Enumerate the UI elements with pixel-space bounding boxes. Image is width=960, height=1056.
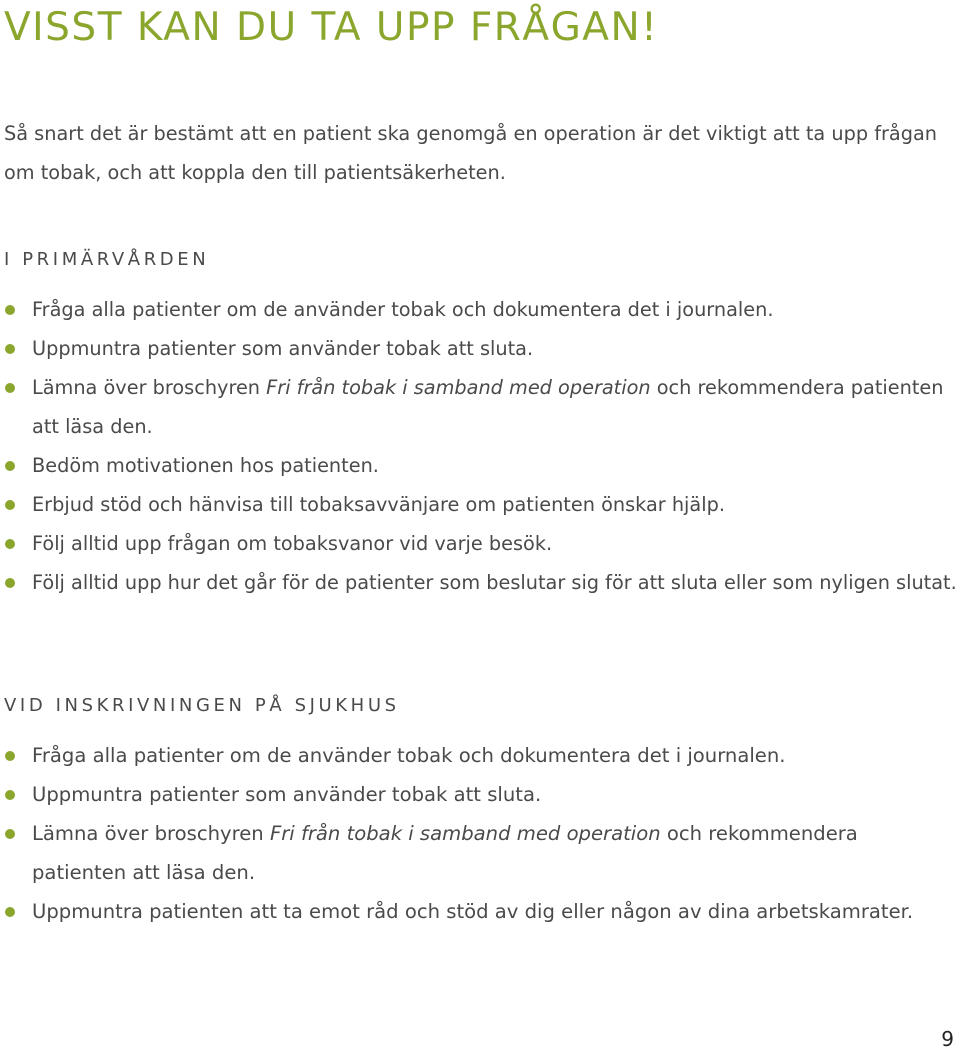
bullet-dot-icon [5, 829, 15, 839]
list-item [0, 329, 958, 368]
list-item-text: Följ alltid upp hur det går för de patienter som beslutar sig för att sluta eller som nyligen slutat. [32, 571, 957, 594]
bullet-dot-icon [5, 344, 15, 354]
list-item [0, 775, 958, 814]
list-item [0, 446, 958, 485]
list-item [0, 892, 958, 931]
list-item-text-before: Lämna över broschyren [32, 376, 267, 399]
page-number: 9 [941, 1027, 954, 1051]
list-item-text: Fråga alla patienter om de använder tobak och dokumentera det i journalen. [32, 744, 786, 767]
list-item-text: Erbjud stöd och hänvisa till tobaksavvänjare om patienten önskar hjälp. [32, 493, 725, 516]
list-item [0, 524, 958, 563]
list-item [0, 814, 958, 892]
intro-paragraph: Så snart det är bestämt att en patient ska genomgå en operation är det viktigt att ta upp frågan om tobak, och att koppla den till patientsäkerheten. [4, 122, 938, 184]
list-item [0, 563, 958, 602]
bullet-list-sjukhus [0, 736, 958, 931]
bullet-dot-icon [5, 751, 15, 761]
list-item-text: Följ alltid upp frågan om tobaksvanor vid varje besök. [32, 532, 553, 555]
bullet-dot-icon [5, 539, 15, 549]
list-item [0, 290, 958, 329]
list-item-text: Fråga alla patienter om de använder tobak och dokumentera det i journalen. [32, 298, 774, 321]
list-item [0, 368, 958, 446]
list-item [0, 485, 958, 524]
bullet-dot-icon [5, 500, 15, 510]
brochure-title: Fri från tobak i samband med operation [266, 376, 651, 399]
bullet-list-primarvarden [0, 290, 958, 602]
bullet-dot-icon [5, 461, 15, 471]
list-item-text: Uppmuntra patienten att ta emot råd och stöd av dig eller någon av dina arbetskamrater. [32, 900, 914, 923]
bullet-dot-icon [5, 305, 15, 315]
list-item-text: Uppmuntra patienter som använder tobak att sluta. [32, 783, 542, 806]
list-item-text-after: och rekommendera patienten att läsa den. [32, 822, 858, 884]
list-item-text-after: och rekommendera patienten att läsa den. [32, 376, 944, 438]
list-item-text: Uppmuntra patienter som använder tobak att sluta. [32, 337, 534, 360]
section-heading-sjukhus: VID INSKRIVNINGEN PÅ SJUKHUS [4, 695, 400, 716]
list-item-text-before: Lämna över broschyren [32, 822, 270, 845]
page-title: VISST KAN DU TA UPP FRÅGAN! [4, 5, 659, 50]
brochure-title: Fri från tobak i samband med operation [269, 822, 661, 845]
section-heading-primarvarden: I PRIMÄRVÅRDEN [4, 249, 210, 270]
bullet-dot-icon [5, 790, 15, 800]
bullet-dot-icon [5, 578, 15, 588]
list-item-text: Bedöm motivationen hos patienten. [32, 454, 379, 477]
bullet-dot-icon [5, 907, 15, 917]
list-item [0, 736, 958, 775]
bullet-dot-icon [5, 383, 15, 393]
